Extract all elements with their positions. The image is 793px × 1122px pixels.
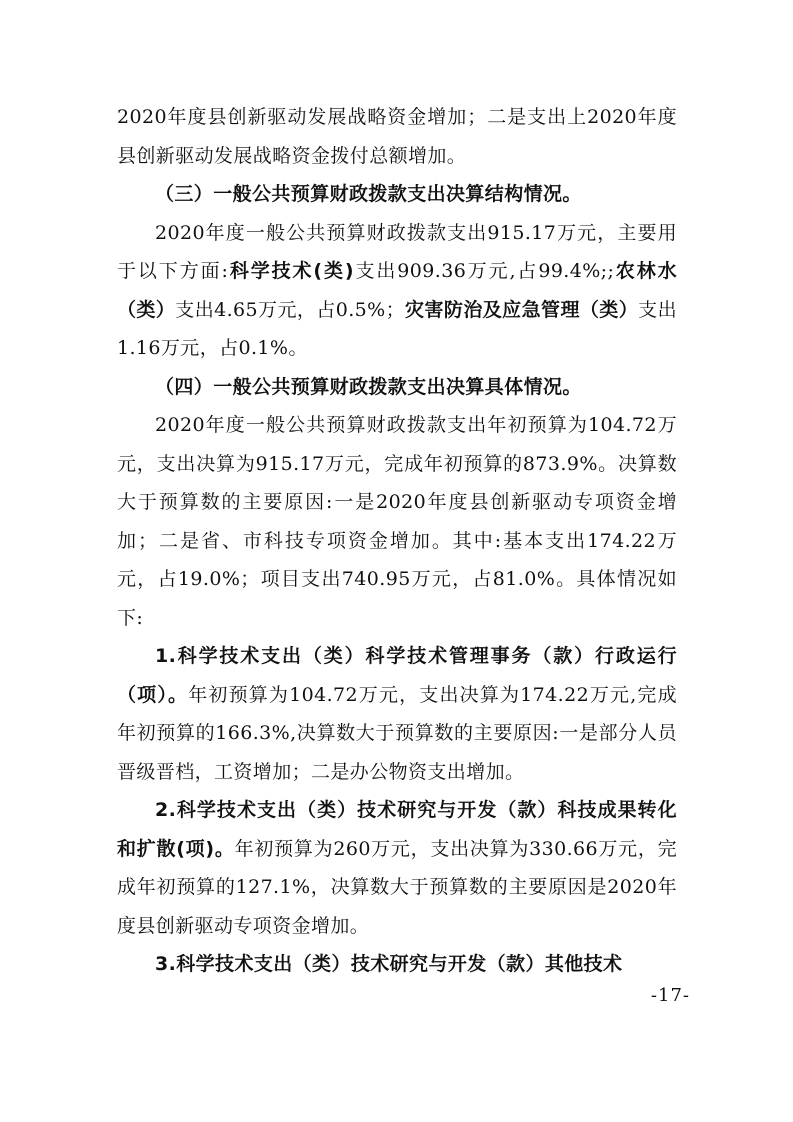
page-number: -17- <box>650 985 690 1006</box>
section-heading-3-text: （三）一般公共预算财政拨款支出决算结构情况。 <box>155 183 582 205</box>
category-3-text: 支出1.16万元，占0.1%。 <box>117 298 677 359</box>
category-1-label: 科学技术(类) <box>228 260 354 282</box>
paragraph-details <box>117 406 677 637</box>
list-item-3-label: 3.科学技术支出（类）技术研究与开发（款）其他技术 <box>155 953 623 975</box>
category-1-text: 支出909.36万元,占99.4%;; <box>354 260 615 282</box>
paragraph-details-text: 2020年度一般公共预算财政拨款支出年初预算为104.72万元，支出决算为915.17万元，完成年初预算的873.9%。决算数大于预算数的主要原因:一是2020年度县创新驱动专项资金增加；二是省、市科技专项资金增加。其中:基本支出174.22万元，占19.0%；项目支出740.95万元，占81.0%。具体情况如下: <box>117 414 677 629</box>
section-heading-4 <box>117 368 677 407</box>
section-heading-3 <box>117 175 677 214</box>
document-body <box>117 98 677 984</box>
structure-intro: 2020年度一般公共预算财政拨款支出915.17万元，主要用于以下方面: <box>117 221 677 282</box>
list-item-1-text: 年初预算为104.72万元，支出决算为174.22万元,完成年初预算的166.3%,决算数大于预算数的主要原因:一是部分人员晋级晋档，工资增加；二是办公物资支出增加。 <box>117 683 677 783</box>
paragraph-structure <box>117 214 677 368</box>
category-3-label: 灾害防治及应急管理（类） <box>405 298 639 321</box>
list-item-1-label: 1.科学技术支出（类）科学技术管理事务（款）行政运行（项）。 <box>117 645 677 706</box>
list-item-2 <box>117 791 677 945</box>
paragraph-1-text: 2020年度县创新驱动发展战略资金增加；二是支出上2020年度县创新驱动发展战略资金拨付总额增加。 <box>117 106 677 167</box>
category-2-label: 农林水（类） <box>117 260 677 321</box>
list-item-2-text: 年初预算为260万元，支出决算为330.66万元，完成年初预算的127.1%，决算数大于预算数的主要原因是2020年度县创新驱动专项资金增加。 <box>117 837 678 937</box>
list-item-3 <box>117 945 677 984</box>
category-2-text: 支出4.65万元，占0.5%； <box>175 298 406 321</box>
list-item-1 <box>117 637 677 791</box>
paragraph-1 <box>117 98 677 175</box>
section-heading-4-text: （四）一般公共预算财政拨款支出决算具体情况。 <box>155 375 582 398</box>
list-item-2-label: 2.科学技术支出（类）技术研究与开发（款）科技成果转化和扩散(项)。 <box>117 799 677 860</box>
